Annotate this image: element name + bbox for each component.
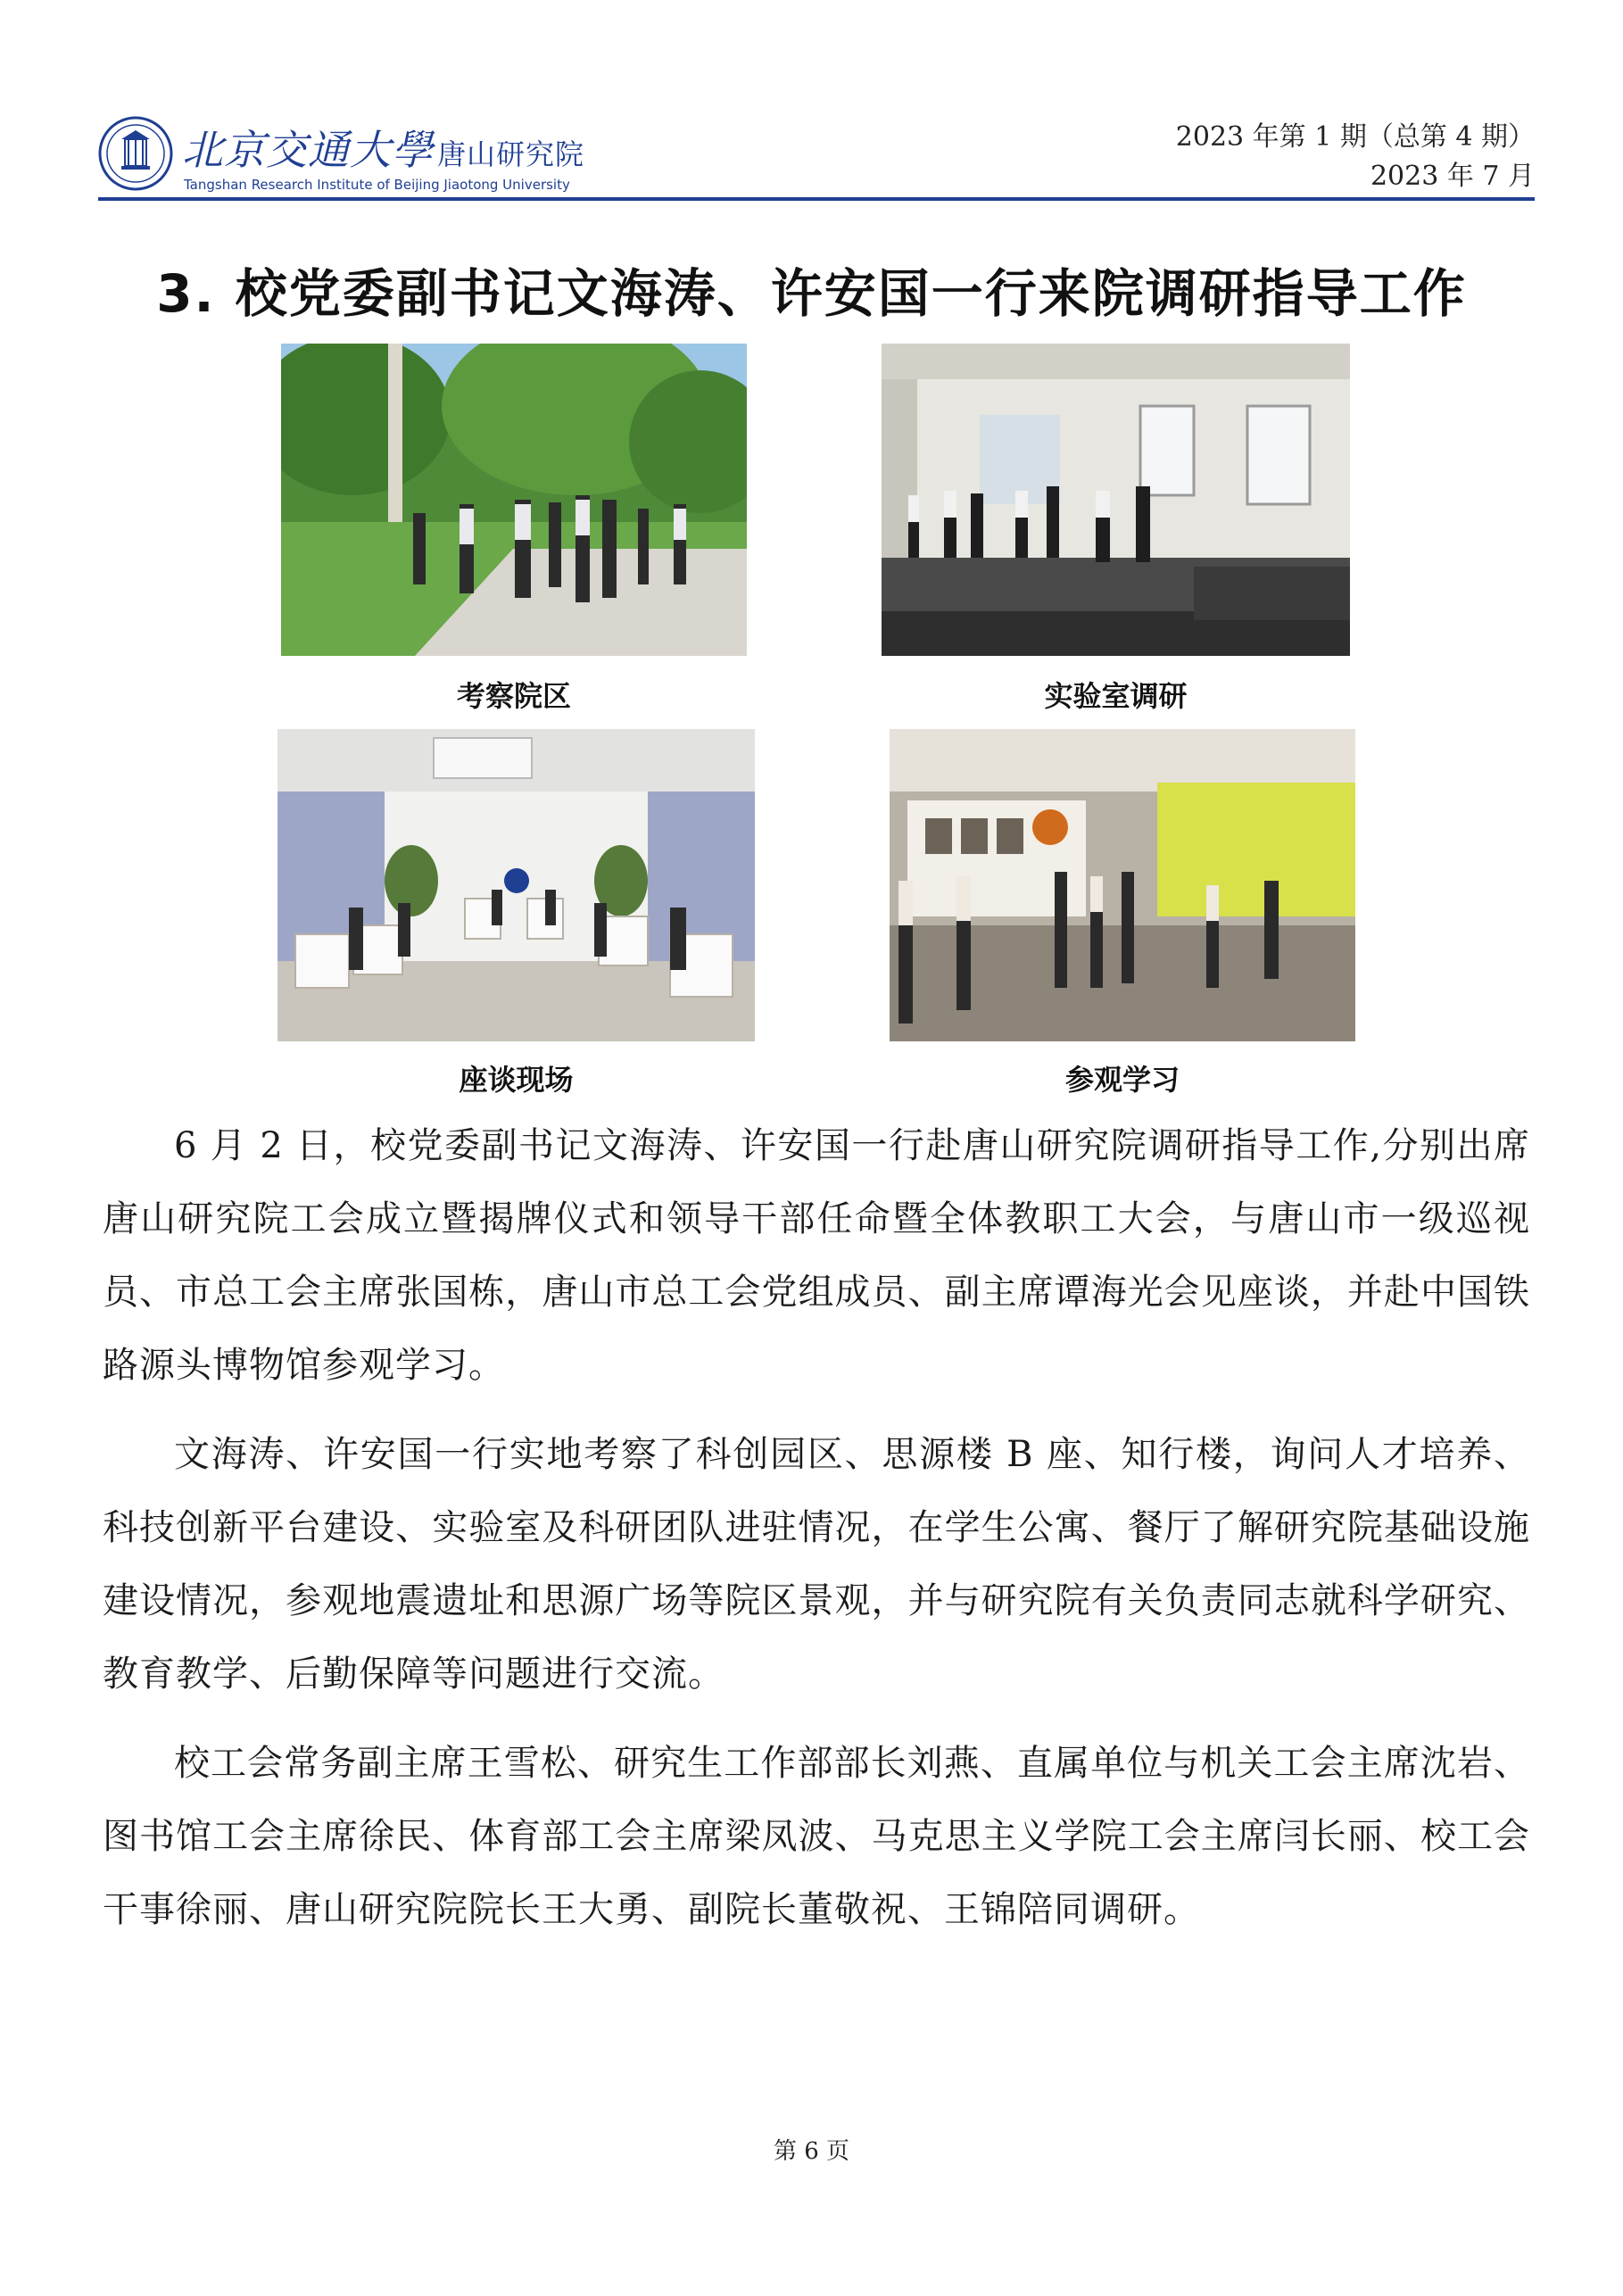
issue-info [1176, 118, 1535, 196]
article-body [103, 1109, 1530, 1962]
article-title: 3. 校党委副书记文海涛、许安国一行来院调研指导工作 [156, 263, 1467, 324]
header-divider [98, 197, 1535, 201]
logo-institute-name: 唐山研究院 [437, 137, 585, 171]
campus-tour-photo [281, 344, 747, 656]
laboratory-photo [882, 344, 1350, 656]
article-paragraph: 6 月 2 日，校党委副书记文海涛、许安国一行赴唐山研究院调研指导工作,分别出席唐山研究院工会成立暨揭牌仪式和领导干部任命暨全体教职工大会，与唐山市一级巡视员、市总工会主席张国栋，唐山市总工会党组成员、副主席谭海光会见座谈，并赴中国铁路源头博物馆参观学习。 [103, 1125, 1530, 1386]
logo-english-name: Tangshan Research Institute of Beijing Jiaotong University [184, 177, 570, 193]
museum-visit-photo [890, 729, 1355, 1041]
photo-caption: 座谈现场 [459, 1063, 574, 1097]
university-emblem-icon [98, 116, 173, 191]
logo-chinese-name [182, 118, 584, 177]
photo-caption: 实验室调研 [1044, 679, 1188, 713]
article-paragraph: 文海涛、许安国一行实地考察了科创园区、思源楼 B 座、知行楼，询问人才培养、科技创新平台建设、实验室及科研团队进驻情况，在学生公寓、餐厅了解研究院基础设施建设情况，参观地震遗址和思源广场等院区景观，并与研究院有关负责同志就科学研究、教育教学、后勤保障等问题进行交流。 [103, 1434, 1530, 1695]
article-paragraph: 校工会常务副主席王雪松、研究生工作部部长刘燕、直属单位与机关工会主席沈岩、图书馆工会主席徐民、体育部工会主席梁凤波、马克思主义学院工会主席闫长丽、校工会干事徐丽、唐山研究院院长王大勇、副院长董敬祝、王锦陪同调研。 [103, 1743, 1530, 1930]
issue-number: 2023 年第 1 期（总第 4 期） [1175, 121, 1535, 153]
photo-caption: 考察院区 [456, 679, 571, 713]
photo-caption: 参观学习 [1064, 1063, 1180, 1097]
logo-university-name: 北京交通大學 [182, 126, 434, 174]
meeting-photo [277, 729, 755, 1041]
page-number: 第 6 页 [773, 2138, 850, 2165]
university-logo [98, 116, 585, 198]
page-header [98, 105, 1535, 203]
issue-date: 2023 年 7 月 [1370, 161, 1535, 192]
